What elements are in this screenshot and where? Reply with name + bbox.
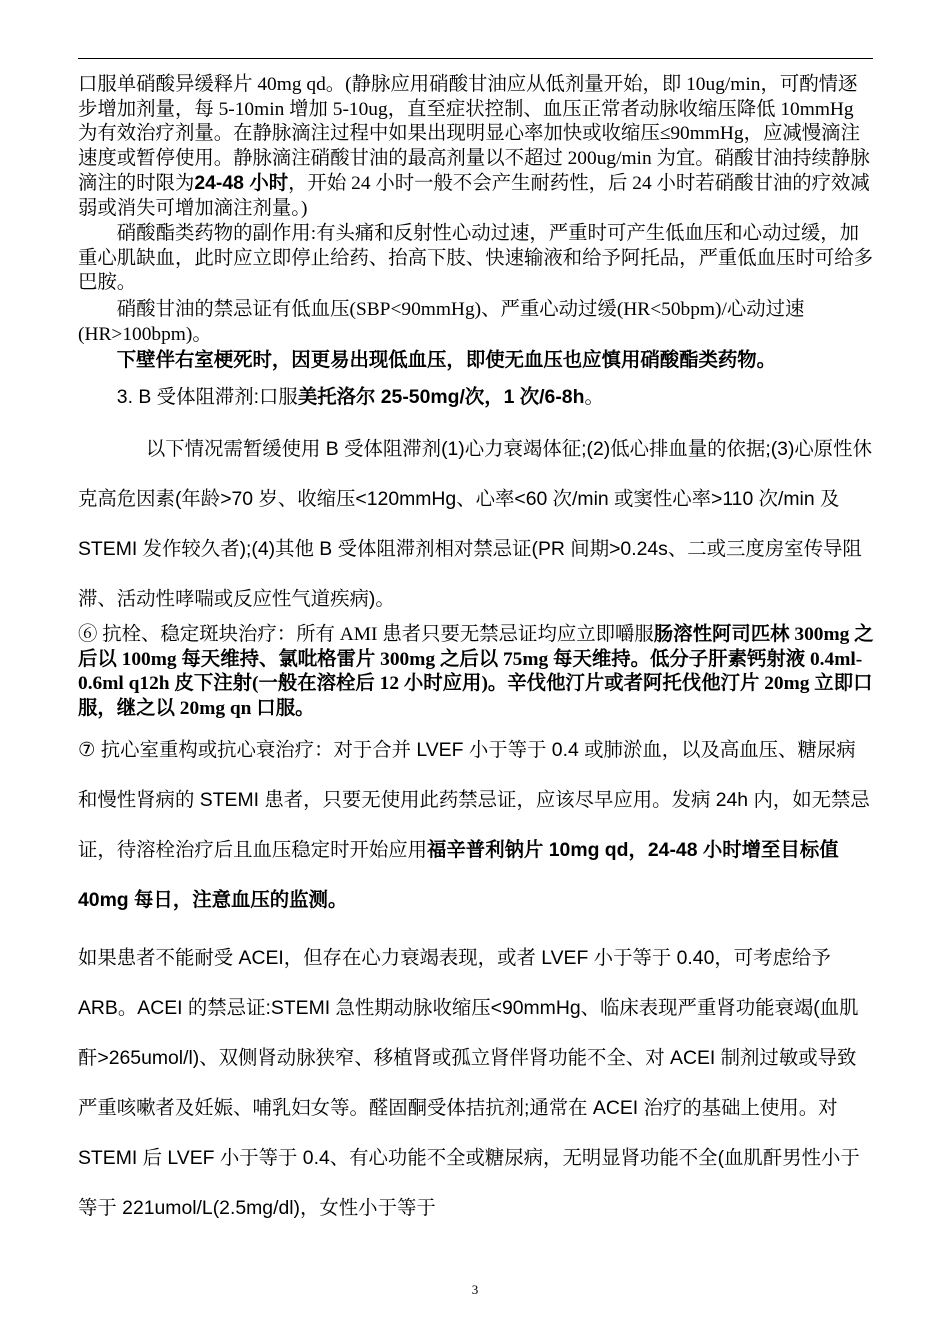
paragraph-nitroglycerin-contraindications: 硝酸甘油的禁忌证有低血压(SBP<90mmHg)、严重心动过缓(HR<50bpm)/心动过速(HR>100bpm)。 <box>78 299 805 345</box>
paragraph-beta-blocker-contraindications: 以下情况需暂缓使用 B 受体阻滞剂(1)心力衰竭体征;(2)低心排血量的依据;(3)心原性休克高危因素(年龄>70 岁、收缩压<120mmHg、心率<60 次/min 或窦性心率>110 次/min 及 STEMI 发作较久者);(4)其他 B 受体阻滞剂相对禁忌证(PR 间期>0.24s、二或三度房室传导阻滞、活动性哮喘或反应性气道疾病)。 <box>78 438 872 610</box>
bold-run: 24-48 小时 <box>194 172 289 195</box>
text-run: 3. B 受体阻滞剂:口服 <box>116 386 298 408</box>
text-run: 。 <box>584 386 604 408</box>
paragraph-antithrombotic-therapy <box>78 623 874 721</box>
text-run: 口服单硝酸异缓释片 40mg qd。(静脉应用硝酸甘油应从低剂量开始，即 10ug/min，可酌情逐步增加剂量，每 5-10min 增加 5-10ug，直至症状控制、血压正常者动脉收缩压降低 10mmHg 为有效治疗剂量。在静脉滴注过程中如果出现明显心率加快或收缩压≤90mmHg，应减慢滴注速度或暂停使用。静脉滴注硝酸甘油的最高剂量以不超过 200ug/min 为宜。硝酸甘油持续静脉滴注的时限为 <box>78 74 870 195</box>
page-number: 3 <box>471 1282 479 1297</box>
paragraph-nitroglycerin-dosing <box>78 73 874 222</box>
text-run: ，开始 24 小时一般不会产生耐药性，后 24 小时若硝酸甘油的疗效减弱或消失可增加滴注剂量。) <box>78 173 870 219</box>
text-run: ⑥ 抗栓、稳定斑块治疗：所有 AMI 患者只要无禁忌证均应立即嚼服 <box>78 624 654 645</box>
bold-run: 福辛普利钠片 10mg qd，24-48 小时增至目标值 40mg 每日，注意血压的监测。 <box>78 839 839 911</box>
paragraph-inferior-infarction-warning: 下壁伴右室梗死时，因更易出现低血压，即使无血压也应慎用硝酸酯类药物。 <box>116 349 777 371</box>
header-rule <box>78 58 873 59</box>
paragraph-nitrate-side-effects: 硝酸酯类药物的副作用:有头痛和反射性心动过速，严重时可产生低血压和心动过缓，加重心肌缺血，此时应立即停止给药、抬高下肢、快速输液和给予阿托品，严重低血压时可给多巴胺。 <box>78 223 874 294</box>
text-run: ⑦ 抗心室重构或抗心衰治疗：对于合并 LVEF 小于等于 0.4 或肺淤血，以及高血压、糖尿病和慢性肾病的 STEMI 患者，只要无使用此药禁忌证，应该尽早应用。发病 24h 内，如无禁忌证，待溶栓治疗后且血压稳定时开始应用 <box>78 739 870 861</box>
paragraph-beta-blocker-heading <box>78 385 874 410</box>
bold-run: 肠溶性阿司匹林 300mg 之后以 100mg 每天维持、氯吡格雷片 300mg 之后以 75mg 每天维持。低分子肝素钙射液 0.4ml-0.6ml q12h 皮下注射(一般在溶栓后 12 小时应用)。辛伐他汀片或者阿托伐他汀片 20mg 立即口服，继之以 20mg qn 口服。 <box>78 624 874 719</box>
paragraph-acei-arb: 如果患者不能耐受 ACEI，但存在心力衰竭表现，或者 LVEF 小于等于 0.40，可考虑给予 ARB。ACEI 的禁忌证:STEMI 急性期动脉收缩压<90mmHg、临床表现严重肾功能衰竭(血肌酐>265umol/l)、双侧肾动脉狭窄、移植肾或孤立肾伴肾功能不全、对 ACEI 制剂过敏或导致严重咳嗽者及妊娠、哺乳妇女等。醛固酮受体拮抗剂;通常在 ACEI 治疗的基础上使用。对 STEMI 后 LVEF 小于等于 0.4、有心功能不全或糖尿病，无明显肾功能不全(血肌酐男性小于等于 221umol/L(2.5mg/dl)，女性小于等于 <box>78 947 860 1219</box>
bold-run: 美托洛尔 25-50mg/次，1 次/6-8h <box>297 386 585 408</box>
paragraph-anti-remodeling-therapy <box>78 725 874 925</box>
